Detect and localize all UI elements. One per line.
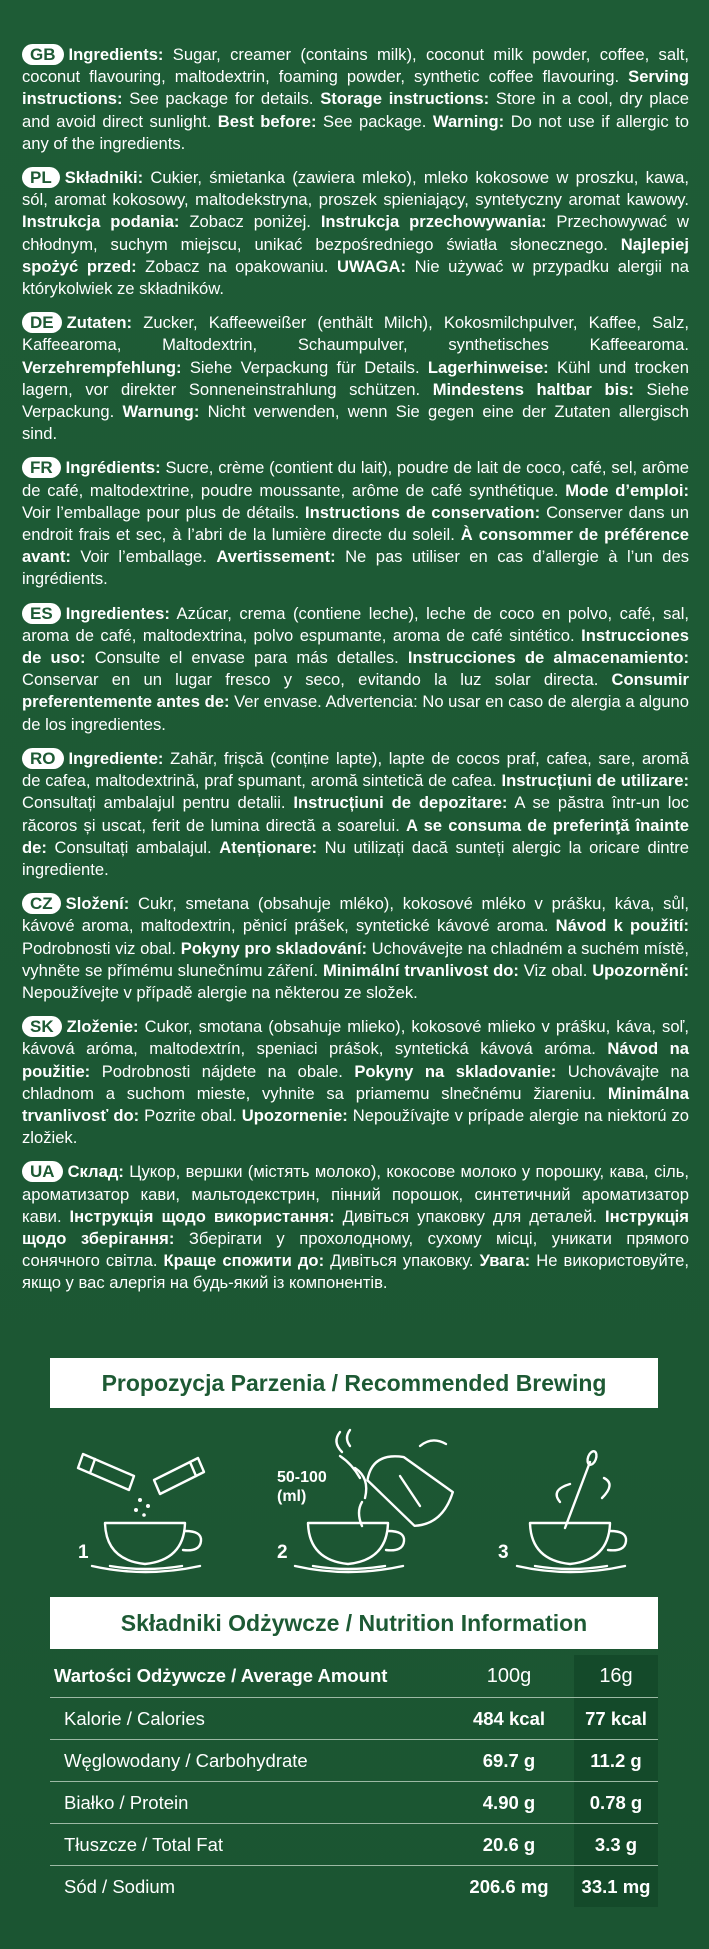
section-label: Instrucciones de almacenamiento: [407,648,689,668]
section-text: Voir l’emballage. [70,547,217,567]
section-label: Serving instructions: [22,67,689,109]
section-text: Цукор, вершки (містять молоко), кокосове молоко у порошку, кава, сіль, ароматизатор кави, мальтодекстрин, пінний порошок, синтетичний ароматизатор кави. [22,1162,689,1226]
section-text: See package. [316,111,433,131]
section-label: Краще спожити до: [163,1251,325,1271]
section-label: Składniki: [64,168,144,188]
nutrient-value-16g: 77 kcal [574,1698,658,1740]
section-label: Upozornenie: [241,1105,348,1125]
language-code-badge: CZ [22,893,61,914]
nutrient-value-16g: 11.2 g [574,1740,658,1782]
language-block-es [22,603,689,736]
section-label: Upozornění: [592,960,689,980]
nutrient-value-100g: 206.6 mg [469,1875,549,1897]
section-text: Store in a cool, dry place and avoid direct sunlight. [22,89,689,131]
nutrient-name: Węglowodany / Carbohydrate [50,1740,449,1782]
language-code-badge: RO [22,748,64,769]
section-text: Зберігати у прохолодному, сухому місці, уникати прямого сонячного світла. [22,1228,689,1271]
section-label: Ingredients: [68,45,164,64]
water-amount-value: 50-100 [277,1469,327,1486]
section-label: A se consuma de preferinţă înainte de: [22,815,689,857]
language-block-fr [22,457,689,590]
section-label: Instrukcja podania: [22,212,180,232]
section-label: Instrukcja przechowywania: [320,212,547,232]
section-label: Consumir preferentemente antes de: [22,670,689,712]
nutrient-value-16g: 0.78 g [574,1782,658,1824]
section-text: A se păstra într-un loc răcoros și uscat, ferit de lumina directă a soarelui. [22,793,689,835]
language-block-ro [22,748,689,881]
section-label: Склад: [67,1162,124,1182]
section-label: Instrucciones de uso: [22,625,689,668]
cup-icon-3 [517,1523,626,1572]
language-block-cz [22,893,689,1004]
section-label: UWAGA: [336,256,407,276]
section-text: Cukor, smotana (obsahuje mlieko), kokosové mlieko v prášku, káva, soľ, kávová aróma, maltodextrín, speniaci prášok, syntetická kávová aróma. [22,1017,689,1059]
nutrition-header-label: Wartości Odżywcze / Average Amount [50,1655,449,1698]
section-label: Ingredientes: [65,603,170,623]
language-code-badge: ES [22,603,61,624]
section-text: See package for details. [122,89,321,109]
water-amount-unit: (ml) [277,1488,307,1505]
nutrient-value-100g: 4.90 g [449,1782,569,1824]
section-text: Podrobnosti viz obal. [22,938,181,958]
section-label: Avertissement: [216,547,336,567]
nutrition-row [50,1740,658,1782]
step-number-2: 2 [277,1542,288,1563]
section-label: Pokyny na skladovanie: [354,1061,557,1081]
section-text: Не використовуйте, якщо у вас алергія на будь-який із компонентів. [22,1251,689,1293]
spoon-icon [557,1450,610,1528]
section-label: Najlepiej spożyć przed: [22,234,689,276]
section-label: Ingrédients: [65,458,161,478]
section-text: Дивіться упаковку для деталей. [334,1206,606,1226]
water-amount [277,1468,327,1506]
section-label: Увага: [479,1251,531,1271]
nutrient-name: Kalorie / Calories [50,1698,449,1740]
section-label: Instructions de conservation: [305,502,541,522]
sugar-drops-icon [134,1498,150,1517]
nutrition-title: Składniki Odżywcze / Nutrition Information [50,1597,658,1649]
section-label: Atenționare: [219,837,317,857]
section-label: Mode d’emploi: [565,480,690,500]
section-label: Instrucțiuni de depozitare: [293,793,508,813]
nutrition-header-16g: 16g [574,1655,658,1698]
sachet-icon [78,1454,204,1494]
nutrient-value-100g: 20.6 g [449,1824,569,1866]
nutrition-header-row [50,1655,658,1698]
nutrition-table [50,1655,658,1907]
section-text: Consultați ambalajul. [46,837,220,857]
brewing-steps [0,1418,709,1578]
section-text: Siehe Verpackung. [22,379,689,422]
section-label: Mindestens haltbar bis: [432,379,634,399]
cup-icon-2 [295,1523,404,1572]
language-code-badge: DE [22,312,62,333]
nutrition-header-100g: 100g [449,1655,569,1698]
section-text: Do not use if allergic to any of the ingredients. [22,111,689,153]
section-label: Zloženie: [66,1017,139,1037]
nutrient-value-16g: 33.1 mg [574,1866,658,1908]
section-text: Uchovávejte na chladném a suchém místě, vyhněte se přímému slunečnímu záření. [22,938,689,980]
section-label: Složení: [65,894,130,914]
section-label: Verzehrempfehlung: [22,357,182,377]
section-text: Przechowywać w chłodnym, suchym miejscu, unikać bezpośredniego światła słonecznego. [22,212,689,254]
section-text: Conservar en un lugar fresco y seco, evitando la luz solar directa. [22,670,612,690]
section-text: Pozrite obal. [139,1105,242,1125]
section-text: Ne pas utiliser en cas d’allergie à l’un des ingrédients. [22,547,689,589]
section-text: Podrobnosti nájdete na obale. [90,1061,355,1081]
nutrient-name: Tłuszcze / Total Fat [50,1824,449,1866]
section-text: Consulte el envase para más detalles. [85,648,408,668]
section-text: Nepoužívajte v prípade alergie na niektorú zo zložiek. [22,1105,689,1148]
section-label: Storage instructions: [320,89,490,109]
section-text: Nicht verwenden, wenn Sie gegen eine der Zutaten allergisch sind. [22,402,689,444]
ingredients-section [22,44,689,1307]
section-label: À consommer de préférence avant: [22,525,689,567]
section-text: Voir l’emballage pour plus de détails. [22,502,306,522]
section-label: Pokyny pro skladování: [180,938,368,958]
nutrition-row [50,1698,658,1740]
nutrient-value-100g: 484 kcal [449,1698,569,1740]
language-code-badge: FR [22,457,61,478]
section-text: Azúcar, crema (contiene leche), leche de coco en polvo, café, sal, aroma de café, maltodextrina, polvo espumante, aroma de café sintético. [22,603,689,645]
section-text: Nie używać w przypadku alergii na którykolwiek ze składników. [22,256,689,299]
section-label: Інструкція щодо зберігання: [22,1206,689,1248]
nutrient-name: Sód / Sodium [64,1875,176,1897]
section-label: Ingrediente: [68,748,164,768]
section-text: Conserver dans un endroit frais et sec, à l’abri de la lumière directe du soleil. [22,502,689,545]
section-text: Zahăr, frișcă (conține lapte), lapte de cocos praf, cafea, sare, aromă de cafea, maltodextrină, praf spumant, aromă sintetică de cafea. [22,748,689,791]
section-text: Consultați ambalajul pentru detalii. [22,793,294,813]
section-text: Nu utilizați dacă sunteți alergic la oricare dintre ingrediente. [22,837,689,879]
language-block-ua [22,1161,689,1294]
section-text: Sugar, creamer (contains milk), coconut milk powder, coffee, salt, coconut flavouring, maltodextrin, foaming powder, synthetic coffee flavouring. [22,45,689,87]
brewing-title: Propozycja Parzenia / Recommended Brewing [50,1358,658,1408]
section-label: Instrucțiuni de utilizare: [501,771,689,791]
section-text: Zucker, Kaffeeweißer (enthält Milch), Kokosmilchpulver, Kaffee, Salz, Kaffeearoma, Maltodextrin, Schaumpulver, synthetisches Kaffeearoma. [22,313,689,355]
nutrient-name: Białko / Protein [50,1782,449,1824]
language-block-gb [22,44,689,155]
step-number-3: 3 [498,1542,509,1563]
section-label: Návod na použitie: [22,1039,689,1081]
section-text: Siehe Verpackung für Details. [181,357,428,377]
section-label: Інструкція щодо використання: [69,1206,335,1226]
language-block-pl [22,167,689,300]
section-label: Warning: [432,111,505,131]
section-text: Nepoužívejte v případě alergie na některou ze složek. [22,982,418,1002]
language-code-badge: SK [22,1016,62,1037]
language-code-badge: PL [22,167,60,188]
section-text: Cukier, śmietanka (zawiera mleko), mleko kokosowe w proszku, kawa, sól, aromat kokosowy, maltodekstryna, proszek spieniający, syntetyczny aromat kawowy. [22,168,689,210]
section-text: Kühl und trocken lagern, vor direkter Sonneneinstrahlung schützen. [22,357,689,399]
section-label: Lagerhinweise: [427,357,549,377]
section-label: Zutaten: [66,313,133,333]
section-text: Ver envase. Advertencia: No usar en caso de alergia a alguno de los ingredientes. [22,692,689,734]
section-text: Zobacz poniżej. [179,212,321,232]
nutrient-value-16g: 3.3 g [574,1824,658,1866]
section-label: Minimálna trvanlivosť do: [22,1083,689,1125]
section-label: Best before: [217,111,317,131]
nutrition-row [50,1782,658,1824]
nutrient-value-100g: 69.7 g [449,1740,569,1782]
section-text: Cukr, smetana (obsahuje mléko), kokosové mléko v prášku, káva, sůl, kávové aroma, maltodextrin, pěnicí prášek, syntetické kávové aroma. [22,894,689,936]
nutrition-row [50,1824,658,1866]
cup-icon-1 [92,1523,201,1572]
language-code-badge: UA [22,1161,63,1182]
section-text: Zobacz na opakowaniu. [136,256,337,276]
section-text: Uchovávajte na chladnom a suchom mieste, vyhnite sa priamemu slnečnému žiareniu. [22,1061,689,1103]
section-label: Návod k použití: [555,916,690,936]
section-label: Warnung: [122,402,200,422]
section-label: Minimální trvanlivost do: [322,960,519,980]
language-code-badge: GB [22,44,64,65]
language-block-de [22,312,689,445]
section-text: Sucre, crème (contient du lait), poudre de lait de coco, café, sel, arôme de café, maltodextrine, poudre moussante, arôme de café synthétique. [22,458,689,500]
nutrition-row [50,1866,658,1908]
brewing-illustration [0,1418,709,1578]
section-text: Viz obal. [518,960,593,980]
language-block-sk [22,1016,689,1149]
section-text: Дивіться упаковку. [324,1251,480,1271]
step-number-1: 1 [78,1542,89,1563]
